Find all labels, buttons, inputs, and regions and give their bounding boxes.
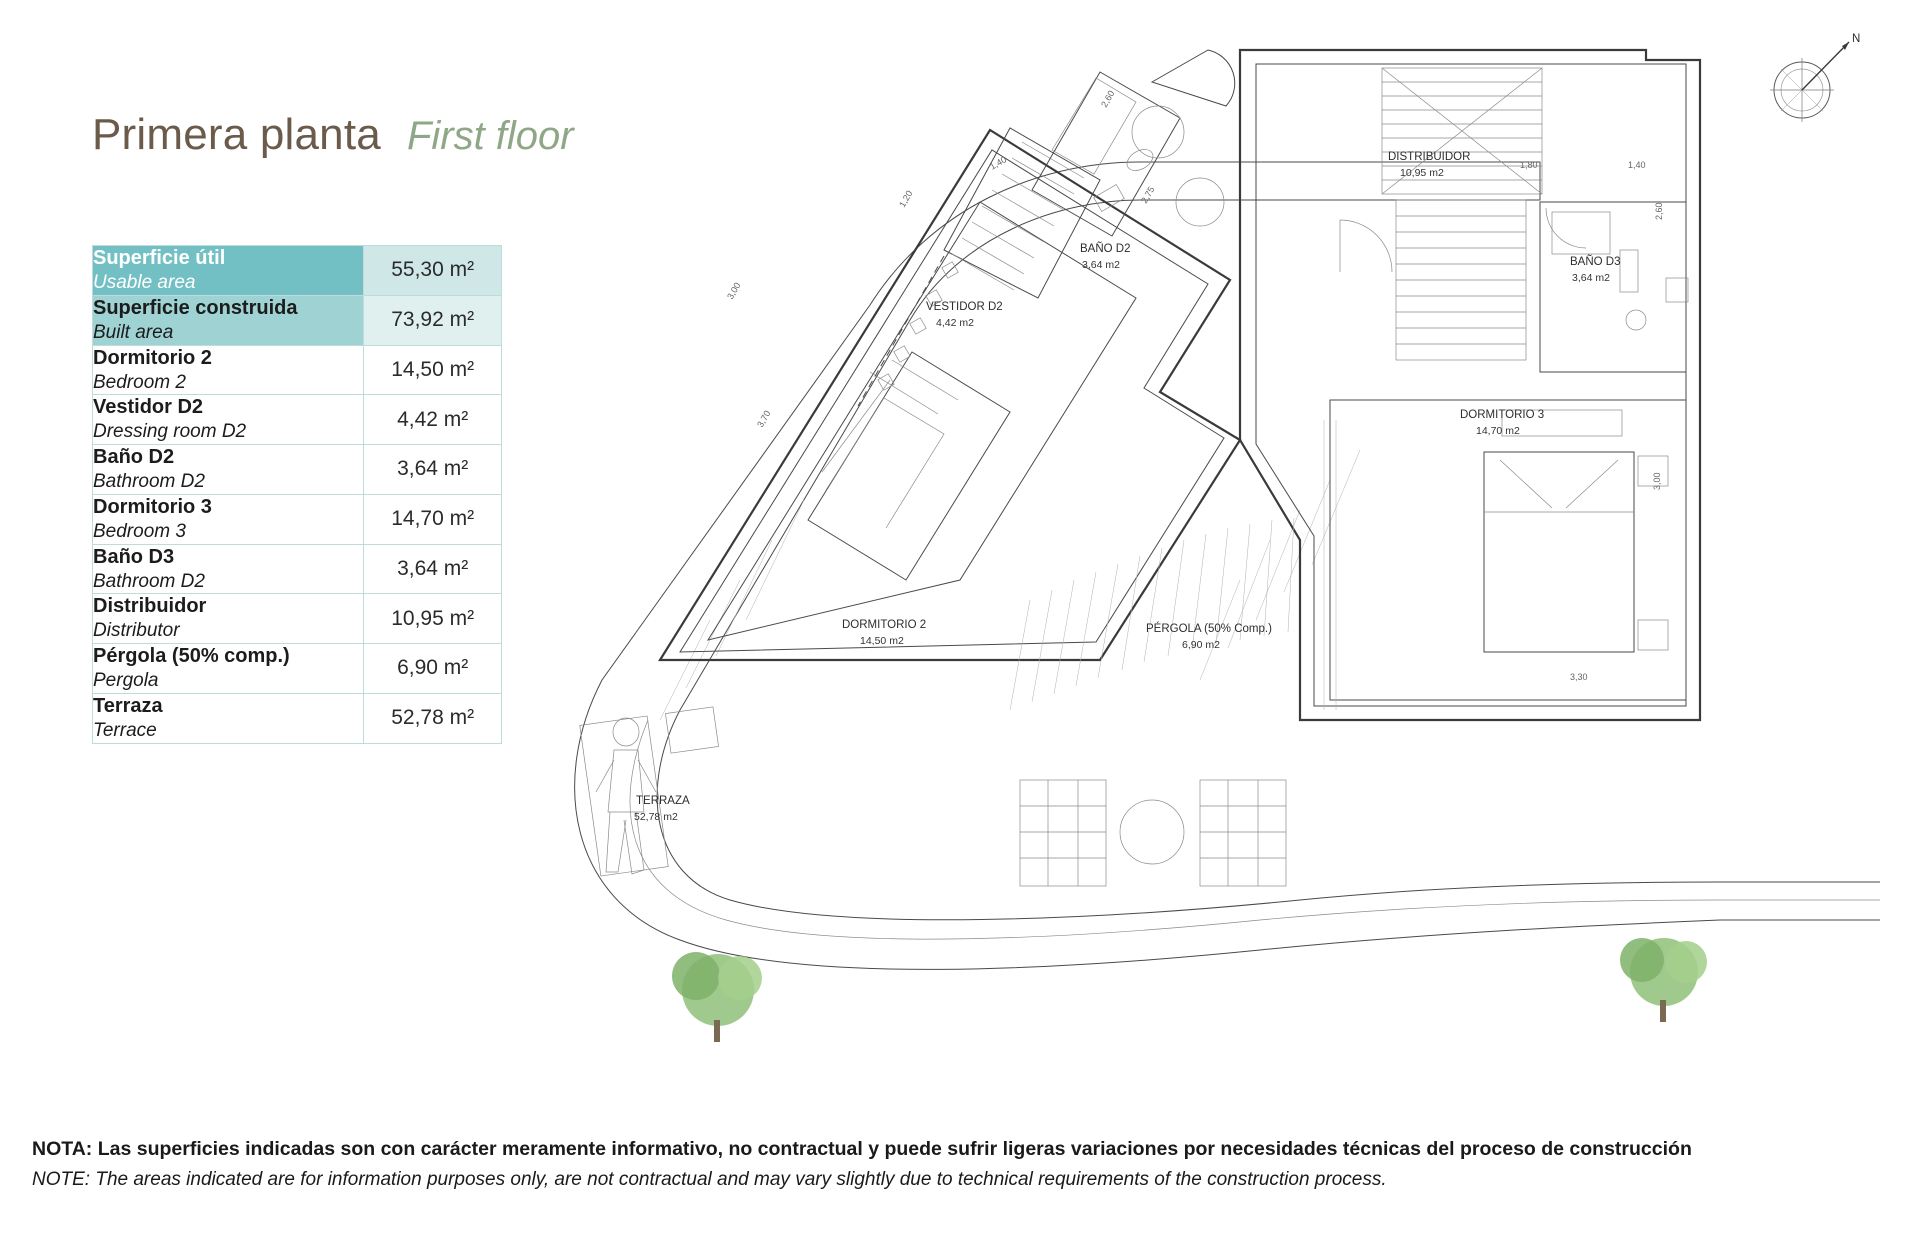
row-label-en: Bedroom 3 (93, 520, 186, 542)
floorplan-drawing (540, 20, 1880, 1100)
svg-text:TERRAZA: TERRAZA (636, 795, 690, 807)
table-cell-value: 55,30 m² (364, 246, 502, 296)
row-label-es: Distribuidor (93, 595, 207, 618)
svg-text:PÉRGOLA (50% Comp.): PÉRGOLA (50% Comp.) (1146, 623, 1272, 635)
svg-text:1,40: 1,40 (988, 154, 1009, 172)
table-row (93, 445, 502, 495)
row-label-es: Baño D2 (93, 446, 175, 468)
svg-text:DORMITORIO 3: DORMITORIO 3 (1460, 409, 1545, 421)
row-label-en: Dressing room D2 (93, 421, 247, 443)
table-cell-label (93, 644, 364, 694)
room-label-dormitorio-2 (842, 619, 926, 647)
row-label-en: Bathroom D2 (93, 570, 205, 592)
svg-text:14,70 m2: 14,70 m2 (1476, 425, 1520, 437)
note-es: NOTA: Las superficies indicadas son con carácter meramente informativo, no contractual y puede sufrir ligeras variaciones por necesidades técnicas del proceso de construcción (32, 1138, 1692, 1160)
row-label-es: Pérgola (50% comp.) (93, 645, 290, 667)
table-row (93, 544, 502, 594)
svg-text:10,95 m2: 10,95 m2 (1400, 167, 1444, 179)
table-cell-label (93, 494, 364, 544)
table-cell-label (93, 246, 364, 296)
row-label-en: Bathroom D2 (93, 471, 205, 492)
room-label-bano-d2 (1080, 242, 1131, 271)
page-title-es: Primera planta (92, 110, 381, 159)
row-label-es: Baño D3 (93, 545, 175, 568)
table-row (93, 494, 502, 544)
table-row (93, 295, 502, 345)
svg-text:3,64 m2: 3,64 m2 (1082, 259, 1120, 271)
row-label-en: Usable area (93, 272, 196, 293)
svg-text:14,50 m2: 14,50 m2 (860, 635, 904, 647)
row-label-es: Dormitorio 2 (93, 346, 212, 369)
row-label-es: Terraza (93, 694, 163, 717)
row-label-es: Vestidor D2 (93, 396, 204, 419)
table-cell-value: 10,95 m² (364, 594, 502, 644)
svg-text:1,20: 1,20 (897, 188, 915, 209)
svg-text:VESTIDOR D2: VESTIDOR D2 (926, 301, 1003, 313)
svg-text:1,40: 1,40 (1628, 160, 1646, 170)
areas-table (92, 245, 502, 744)
table-cell-value: 4,42 m² (364, 395, 502, 445)
room-label-terraza (634, 795, 690, 823)
page-title-en: First floor (406, 114, 574, 158)
svg-text:BAÑO D2: BAÑO D2 (1080, 243, 1131, 255)
svg-text:2,60: 2,60 (1654, 202, 1664, 220)
table-cell-label (93, 693, 364, 743)
room-label-bano-d3 (1570, 255, 1621, 284)
table-cell-label (93, 594, 364, 644)
svg-text:3,30: 3,30 (1570, 672, 1588, 682)
svg-text:2,75: 2,75 (1139, 184, 1157, 205)
svg-text:DISTRIBUIDOR: DISTRIBUIDOR (1388, 151, 1471, 163)
table-row (93, 246, 502, 296)
svg-text:3,00: 3,00 (1652, 472, 1662, 490)
svg-text:52,78 m2: 52,78 m2 (634, 811, 678, 823)
table-cell-value: 14,50 m² (364, 345, 502, 395)
svg-text:3,70: 3,70 (755, 408, 773, 429)
table-cell-value: 14,70 m² (364, 494, 502, 544)
room-label-vestidor-d2 (926, 301, 1003, 329)
compass-north-label: N (1852, 33, 1861, 45)
svg-text:6,90 m2: 6,90 m2 (1182, 639, 1220, 651)
row-label-en: Built area (93, 321, 174, 343)
row-label-en: Distributor (93, 620, 180, 642)
table-cell-label (93, 345, 364, 395)
table-cell-label (93, 395, 364, 445)
table-cell-value: 6,90 m² (364, 644, 502, 694)
table-row (93, 644, 502, 694)
table-row (93, 693, 502, 743)
svg-text:1,80: 1,80 (1520, 160, 1538, 170)
notes-block (32, 1138, 1892, 1191)
table-cell-value: 3,64 m² (364, 445, 502, 495)
room-label-pergola (1146, 622, 1272, 651)
table-cell-label (93, 295, 364, 345)
table-cell-label (93, 445, 364, 495)
table-cell-value: 52,78 m² (364, 693, 502, 743)
room-label-distribuidor (1388, 151, 1470, 179)
table-row (93, 345, 502, 395)
row-label-en: Terrace (93, 719, 157, 741)
table-cell-label (93, 544, 364, 594)
svg-text:2,60: 2,60 (1099, 88, 1117, 109)
row-label-en: Bedroom 2 (93, 371, 186, 393)
row-label-es: Superficie útil (93, 247, 226, 269)
svg-text:3,64 m2: 3,64 m2 (1572, 272, 1610, 284)
svg-text:4,42 m2: 4,42 m2 (936, 317, 974, 329)
note-en: NOTE: The areas indicated are for information purposes only, are not contractual and may vary slightly due to technical requirements of the construction process. (32, 1169, 1387, 1190)
table-cell-value: 3,64 m² (364, 544, 502, 594)
svg-text:BAÑO D3: BAÑO D3 (1570, 256, 1621, 268)
table-row (93, 594, 502, 644)
svg-text:DORMITORIO 2: DORMITORIO 2 (842, 619, 927, 631)
svg-text:3,00: 3,00 (725, 280, 743, 301)
row-label-es: Dormitorio 3 (93, 495, 212, 518)
row-label-es: Superficie construida (93, 296, 298, 319)
areas-table-body (93, 246, 502, 744)
row-label-en: Pergola (93, 670, 159, 691)
table-cell-value: 73,92 m² (364, 295, 502, 345)
table-row (93, 395, 502, 445)
page-title (92, 110, 574, 160)
